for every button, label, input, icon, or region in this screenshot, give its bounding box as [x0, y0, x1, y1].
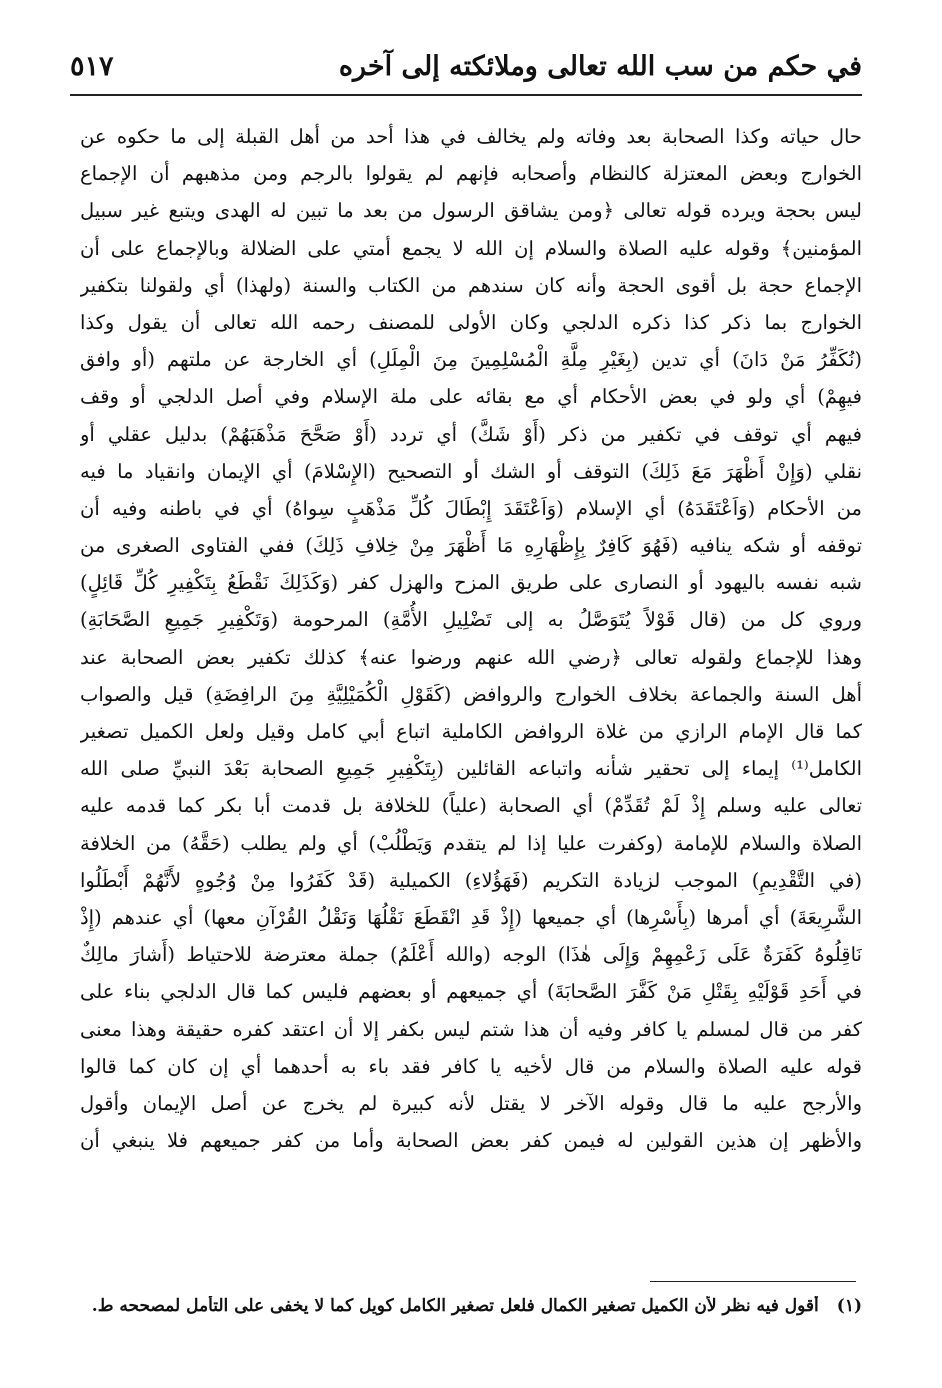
- text-line: فيهِمْ) أي ولو في بعض الأحكام أي مع بقائه على ملة الإسلام وفي أصل الدلجي أو وقف: [80, 385, 862, 409]
- text-line: كما قال الإمام الرازي من غلاة الروافض الكاملية اتباع أبي كامل وقيل ولعل الكميل تصغير: [80, 720, 862, 743]
- footnote: [80, 1296, 862, 1316]
- main-text: [80, 118, 862, 1159]
- text-line: قوله عليه الصلاة والسلام من قال لأخيه يا كافر فقد باء به أحدهما أي إن كان كما قالوا: [80, 1054, 862, 1078]
- text-line: الكامل⁽¹⁾ إيماء إلى تحقير شأنه واتباعه القائلين (بِتَكْفِيرِ جَمِيعِ الصحابة بَعْدَ النبيِّ صلى الله: [80, 757, 862, 781]
- text-line: في أَحَدِ قَوْلَيْهِ بِقَتْلِ مَنْ كَفَّرَ الصَّحابَةَ) أي جميعهم أو بعضهم فليس كما قال الدلجي بناء على: [80, 980, 862, 1004]
- text-line: من الأحكام (وَاَعْتَقَدَهُ) أي الإسلام (وَاَعْتَقَدَ إِبْطَالَ كُلِّ مَذْهَبٍ سِواهُ) أي في باطنه وفيه أن: [80, 496, 862, 520]
- footnote-divider: [650, 1281, 856, 1282]
- text-line: تعالى عليه وسلم إِذْ لَمْ تُقَدِّمْ) أي الصحابة (علياً) للخلافة بل قدمت أبا بكر كما قدمه عليه: [80, 794, 862, 818]
- text-line: والأرجح عليه ما قال وقوله الآخر لا يقتل لأنه كبيرة لم يخرج عن أصل الإيمان وأقول: [80, 1091, 862, 1115]
- header-divider: [70, 94, 862, 96]
- text-line: نَاقِلُوهُ كَفَرَةٌ عَلَى زَعْمِهِمْ وَإِلَى هٰذَا) الوجه (والله أَعْلَمُ) جملة معترضة للاحتياط (أَشارَ مالِكٌ: [80, 943, 862, 967]
- text-line: حال حياته وكذا الصحابة بعد وفاته ولم يخالف في هذا أحد من أهل القبلة إلى ما حكوه عن: [80, 125, 862, 148]
- text-line: أهل السنة والجماعة بخلاف الخوارج والروافض (كَقَوْلِ الْكُمَيْلِيَّةِ مِنَ الرافِضَةِ) قيل والصواب: [80, 682, 862, 706]
- text-line: وهذا للإجماع ولقوله تعالى ﴿رضي الله عنهم ورضوا عنه﴾ كذلك تكفير بعض الصحابة عند: [80, 645, 862, 669]
- text-line: شبه نفسه باليهود أو النصارى على طريق المزح والهزل كفر (وَكَذَلِكَ نَقْطَعُ بِتَكْفِيرِ كُلِّ قَائِلٍ): [80, 571, 862, 595]
- text-line: الإجماع حجة بل أقوى الحجة وأنه كان سندهم من الكتاب والسنة (ولهذا) أي ولقولنا بتكفير: [80, 273, 862, 297]
- text-line: ليس بحجة ويرده قوله تعالى ﴿ومن يشاقق الرسول من بعد ما تبين له الهدى ويتبع غير سبيل: [80, 199, 862, 223]
- text-line: المؤمنين﴾ وقوله عليه الصلاة والسلام إن الله لا يجمع أمتي على الضلالة وبالإجماع على أن: [80, 236, 862, 260]
- page-header: [70, 44, 862, 88]
- text-line: والأظهر إن هذين القولين له فيمن كفر بعض الصحابة وأما من كفر جميعهم فلا ينبغي أن: [80, 1129, 862, 1153]
- text-line: وروي كل من (قال قَوْلاً يُتَوَصَّلُ به إلى تَضْلِيلِ الأُمَّةِ) المرحومة (وَتَكْفِيرِ جَمِيعِ الصَّحَابَةِ): [80, 608, 862, 632]
- text-line: فيهم أي توقف في تكفير من ذكر (أَوْ شَكَّ) أي تردد (أَوْ صَحَّحَ مَذْهَبَهُمْ) بدليل عقلي أو: [80, 422, 862, 446]
- text-line: الخوارج بما ذكر كذا ذكره الدلجي وكان الأولى للمصنف رحمه الله تعالى أن يقول وكذا: [80, 310, 862, 334]
- text-line: الشَّرِيعَةَ) أي أمرها (بِأَسْرِها) أي جميعها (إِذْ قَدِ انْقَطَعَ نَقْلُهَا وَنَقْلُ القُرْآنِ معها) أي عندهم (إِذْ: [80, 905, 862, 929]
- text-line: نقلي (وَإِنْ أَظْهَرَ مَعَ ذَلِكَ) التوقف أو الشك أو التصحيح (الإِسْلامَ) أي الإيمان وانقياد ما فيه: [80, 459, 862, 483]
- text-line: (في التَّقْدِيمِ) الموجب لزيادة التكريم (فَهَؤُلاءِ) الكميلية (قَدْ كَفَرُوا مِنْ وُجُوهٍ لأَنَّهُمْ أَبْطَلُوا: [80, 868, 862, 892]
- text-line: (نُكَفِّرُ مَنْ دَانَ) أي تدين (بِغَيْرِ مِلَّةِ الْمُسْلِمِينَ مِنَ الْمِلَلِ) أي الخارجة عن ملتهم (أو وافق: [80, 348, 862, 372]
- text-line: كفر من قال لمسلم يا كافر وفيه أن هذا شتم ليس بكفر إلا أن اعتقد كفره حقيقة وهذا معنى: [80, 1017, 862, 1041]
- text-line: الصلاة والسلام للإمامة (وكفرت عليا إذا لم يتقدم وَيَطْلُبْ) أي ولم يطلب (حَقَّهُ) من الخلافة: [80, 831, 862, 855]
- footnote-text: أقول فيه نظر لأن الكميل تصغير الكمال فلعل تصغير الكامل كويل كما لا يخفى على التأمل لمصححه ط.: [91, 1296, 819, 1316]
- text-line: توقفه أو شكه ينافيه (فَهُوَ كَافِرٌ بِإِظْهَارِهِ مَا أَظْهَرَ مِنْ خِلافِ ذَلِكَ) ففي الفتاوى الصغرى من: [80, 534, 862, 558]
- page-number: ٥١٧: [70, 50, 114, 82]
- text-line: الخوارج وبعض المعتزلة كالنظام وأصحابه فإنهم لم يقولوا بالرجم ومن مذهبهم أن الإجماع: [80, 162, 862, 186]
- footnote-marker: (١): [836, 1296, 862, 1316]
- running-title: في حكم من سب الله تعالى وملائكته إلى آخره: [338, 50, 862, 82]
